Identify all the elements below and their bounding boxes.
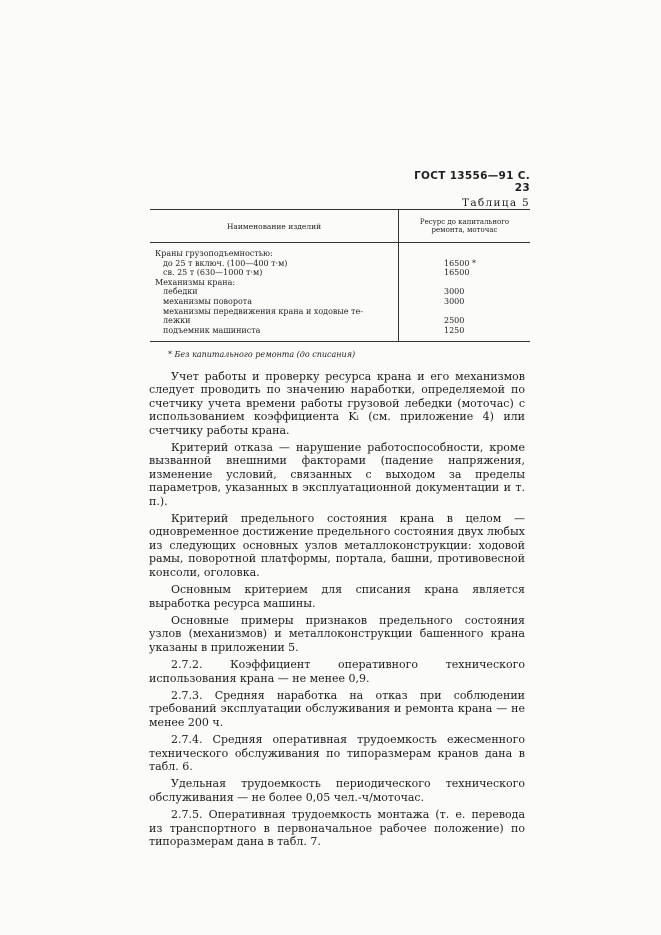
table-row-value: 1250: [444, 325, 465, 335]
paragraph: Удельная трудоемкость периодического технического обслуживания — не более 0,05 чел.-ч/моточас.: [149, 777, 525, 804]
paragraph: 2.7.5. Оперативная трудоемкость монтажа (т. е. перевода из транспортного в первоначальное рабочее положение) по типоразмерам дана в табл. 7.: [149, 808, 525, 848]
document-header: ГОСТ 13556—91 С. 23: [414, 170, 530, 194]
table-row-value: [399, 307, 530, 317]
table-row-name: механизмы передвижения крана и ходовые те-: [163, 306, 363, 316]
paragraph: 2.7.4. Средняя оперативная трудоемкость ежесменного технического обслуживания по типоразмерам кранов дана в табл. 6.: [149, 733, 525, 773]
table-row-name: подъемник машиниста: [163, 325, 261, 335]
column-header-resource: Ресурс до капитального ремонта, моточас: [419, 217, 510, 234]
table-title: Таблица 5: [462, 197, 530, 209]
paragraph: Критерий предельного состояния крана в целом — одновременное достижение предельного состояния двух любых из следующих основных узлов металлоконструкции: ходовой рамы, поворотной платформы, портала, башни, противовесной консоли, оголовка.: [149, 512, 525, 579]
table-row-name: до 25 т включ. (100—400 т·м): [163, 258, 288, 268]
table-header: [150, 210, 530, 243]
table-body: [150, 243, 530, 341]
table-row-name: св. 25 т (630—1000 т·м): [163, 268, 263, 278]
column-header-name: Наименование изделий: [150, 210, 399, 242]
paragraph: Учет работы и проверку ресурса крана и его механизмов следует проводить по значению наработки, определяемой по счетчику учета времени работы грузовой лебедки (моточас) с использованием коэффициента Kᵢ (см. приложение 4) или счетчику работы крана.: [149, 370, 525, 437]
table-row-name: Краны грузоподъемностью:: [155, 249, 273, 258]
table-row-value: 16500: [444, 268, 470, 278]
name-column: [150, 243, 399, 341]
table-row-value: [399, 278, 530, 288]
table-row-value: 16500 *: [444, 258, 476, 268]
table-row-value: 3000: [444, 287, 465, 297]
table-row-name: лебедки: [163, 287, 198, 297]
paragraph: 2.7.3. Средняя наработка на отказ при соблюдении требований эксплуатации обслуживания и ремонта крана — не менее 200 ч.: [149, 688, 525, 729]
table-row-name: механизмы поворота: [163, 296, 252, 306]
table-bottom-rule: [150, 341, 530, 342]
table-row-value: 3000: [444, 296, 465, 306]
resource-table: [150, 209, 530, 342]
table-row-value: 2500: [444, 316, 465, 326]
table-row-name: лежки: [163, 316, 191, 326]
value-column: [399, 243, 530, 341]
table-footnote: * Без капитального ремонта (до списания): [168, 350, 356, 359]
body-text: [149, 370, 525, 852]
paragraph: Критерий отказа — нарушение работоспособности, кроме вызванной внешними факторами (падение напряжения, изменение условий, связанных с выходом за пределы параметров, указанных в эксплуатационной документации и т. п.).: [149, 441, 525, 508]
paragraph: Основные примеры признаков предельного состояния узлов (механизмов) и металлоконструкции башенного крана указаны в приложении 5.: [149, 613, 525, 654]
paragraph: Основным критерием для списания крана является выработка ресурса машины.: [149, 583, 525, 610]
table-row-value: [399, 249, 530, 259]
paragraph: 2.7.2. Коэффициент оперативного технического использования крана — не менее 0,9.: [149, 658, 525, 685]
table-row-name: Механизмы крана:: [155, 277, 236, 287]
